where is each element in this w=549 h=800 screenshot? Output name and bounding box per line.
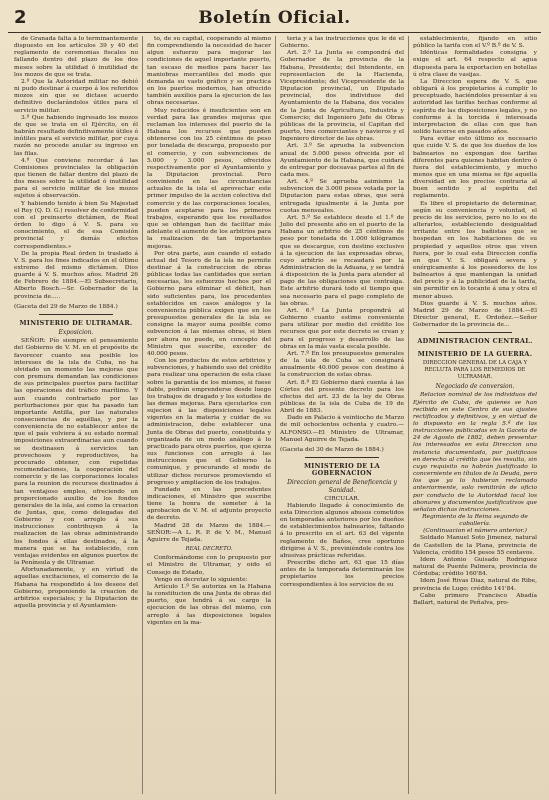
circular-heading: CIRCULAR.: [324, 495, 360, 502]
paragraph: Muy reducidos é insuficientes son en verdad para las grandes mejoras que reclaman los intereses del puerto de la Habana los recursos que pueden obtenerse con los 25 céntimos de peso por tonelada de descarga, propuesto por el comercio, y con subvenciones de 5.000 y 3.000 pesos, ofrecidos respectivamente por el Ayuntamiento y la Diputacion provincial. Pero conviniendo en las circunstancias actuales de la isla el aprovechar este primer impulso de la accion colectiva del comercio y de las corporaciones locales, pueden aceptarse para los primeros trabajos, esperando que los resultados que se obtengan han de facilitar más adelante el aumento de los arbitrios para la realizacion de tan importantes mejoras.: [147, 107, 271, 250]
ministry-heading: MINISTERIO DE LA GOBERNACION: [303, 462, 381, 478]
column-1: [10, 36, 142, 794]
signature: Dios guarde á V. S. muchos años. Madrid 29 de Marzo de 1884.—El Director general, E. Ordoñez.—Señor Gobernador de la provincia de...: [413, 300, 537, 329]
paragraph: Art. 7.º En los presupuestos generales de la isla de Cuba se consignará anualmente 40.000 pesos con destino á la construccion de estas obras.: [280, 350, 404, 379]
paragraph: Afortunadamente, y en virtud de aquellas excitaciones, el comercio de la Habana ha respondido á los deseos del Gobierno, proponiendo la creacion de arbitrios especiales; y la Diputacion de aquella provincia y el Ayuntamien-: [14, 567, 138, 610]
paragraph: Es libre el propietario de determinar, según su conveniencia y voluntad, el precio de los servicios, pero no lo es de alterarlos, estableciendo desigualdad irritante entre los bañistas que se hospedan en los habitaciones de su propiedad y aquellos otros que viven fuera, por lo cual esta Direccion confía en que V. S. obligará severa y enérgicamente á los poseedores de los balnearios á que mantengan la unidad del precio y á la publicidad de la tarifa, sin permitir en lo tocante á una y otra el menor abuso.: [413, 200, 537, 300]
paragraph: La Direccion espera de V. S. que obligará á los propietarios á cumplir lo preceptuado, haciéndoles presentar á su autoridad las tarifas hechas conforme al espíritu de las disposiciones legales, y no conforme á la torcida é interesada interpretacion de ellas con que han solido hacerse en pasados años.: [413, 78, 537, 136]
divider: [39, 314, 113, 315]
paragraph: Art. 4.º Se aprueba asimismo la subvencion de 3.000 pesos votada por la Diputacion para estas obras, que será entregada igualmente á la Junta por cuotas mensuales.: [280, 179, 404, 214]
paragraph: Con los productos de estos arbitrios y subvenciones, y habiendo uso del crédito para realizar una operacion de esta clase sobre la garantía de los mismos, si fuese dable, podrán emprenderse desde luego los trabajos de dragado y los estudios de las demas mejoras. Para ejecutarlos con sujecion á las disposiciones legales vigentes en la materia y cuidar de su administracion, debe establecer una Junta de Obras del puerto, constituida y organizada de un modo análogo á lo practicado para otros puertos, que ejerza sus funciones con arreglo á las instrucciones que el Gobierno la comunique, y procurando el modo de utilizar dichos recursos promoviendo el progreso y ampliacion de los trabajos.: [147, 358, 272, 486]
paragraph: Art. 5.º Se establece desde el 1.º de Julio del presente año en el puerto de la Habana un arbitrio de 25 céntimos de peso por tonelada de 1.000 kilógramos que se descargue, con destino exclusivo á la ejecucion de las expresadas obras, cuyo arbitrio se recaudará por la Administracion de la Aduana, y se tendrá á disposicion de la Junta para atender al pago de las obligaciones que contraiga. Este arbitrio durará todo el tiempo que sea necesario para el pago completo de las obras.: [280, 214, 404, 307]
list-item: Idem Antonio Guisado Rodriguez natural de Puente Palmera, provincia de Córdoba; crédito 160'84.: [413, 556, 537, 578]
section-subheading: Exposicion.: [58, 329, 94, 337]
paragraph: Relacion nominal de los individuos del Ejército de Cuba, de quienes se han recibido en este Centro de sus ajustes rectificados y definitivos, y en virtud de lo dispuesto en la regla 5.ª de las instrucciones publicadas en la Gaceta de 24 de Agosto de 1882, deben presentar los interesados en esta Direccion una instancia documentada, por justificaos en derecho al crédito que les resulta, sin cuyo requisito no habrán justificado lo concerniente en títulos de la Deuda, pero los que ya lo hubieran reclamado anteriormente, solo remitirán de oficio por conducto de la Autoridad local los abonares y documentos justificativos que señalan dichas instrucciones.: [413, 392, 537, 513]
gaceta-citation: (Gaceta del 29 de Marzo de 1884.): [14, 303, 118, 310]
section-heading: ADMINISTRACION CENTRAL.: [417, 337, 533, 346]
direction-subheading: DIRECCION GENERAL DE LA CAJA Y RECLUTA PARA LOS REMEDIOS DE ULTRAMAR.: [422, 359, 528, 381]
paragraph: Fundado en las precedentes indicaciones, el Ministro que suscribe tiene la honra de someter á la aprobacion de V. M. el adjunto proyecto de decreto.: [147, 486, 271, 522]
columns: [10, 36, 541, 794]
paragraph: 4.º Que conviene recordar á las Comisiones provinciales la obligación que tienen de fallar dentro del plazo de dos meses sobre la utilidad ó inutilidad para el servicio militar de los mozos sujetos á observación.: [14, 157, 138, 200]
journal-title: Boletín Oficial.: [198, 8, 351, 28]
ministry-heading: MINISTERIO DE ULTRAMAR.: [19, 318, 133, 327]
paragraph: Art. 2.º La Junta se compondrá del Gobernador de la provincia de la Habana, Presidente; del Intendente, en representacion de la Hacienda, Vicepresidente; del Vicepresidente de la Diputacion provincial, un Diputado provincial, dos individuos del Ayuntamiento de la Habana, dos vocales de la Junta de Agricultura, Industria y Comercio; del Ingeniero Jefe de Obras públicas de la provincia, el Capitan del puerto, tres comerciantes y navieros y el Ingeniero director de las obras.: [280, 50, 404, 143]
section-subheading: REAL DECRETO.: [185, 546, 233, 553]
continuation-note: (Continuacion el número anterior.): [423, 528, 527, 535]
paragraph: establecimiento, fijando en sitio público la tarifa con el V.º B.º de V. S.: [413, 36, 537, 50]
divider: [438, 332, 512, 333]
list-item: Soldado Manuel Soto Jimenez, natural de Castellon de la Plana, provincia de Valencia, crédito 154 pesos 55 centavos.: [413, 535, 537, 556]
paragraph: Idénticas formalidades consigna y exige el art. 64 respecto al agua dispuesta para la exportacion en botellas ú otra clase de vasijas.: [413, 50, 537, 78]
list-item: Cabo primero Francisco Abadía Ballart, natural de Peñalva, pro-: [413, 592, 537, 606]
column-3: [275, 36, 408, 794]
paragraph: Art. 6.º La Junta propondrá al Gobierno cuanto estime conveniente para utilizar por medio del crédito los recursos que por este decreto se crean y para el progreso y desarrollo de las obras en la más vasta escala posible.: [280, 307, 404, 350]
paragraph: Art. 8.º El Gobierno dará cuenta á las Córtes del presente decreto para los efectos del art. 23 de la ley de Obras públicas de la isla de Cuba de 19 de Abril de 1883.: [280, 379, 404, 415]
paragraph: SEÑOR: Pío siempre el pensamiento del Gobierno de V. M. en el propósito de favorecer cuanto sea posible los intereses de la isla de Cuba, no ha olvidado un momento las mejoras que con premura demandan las condiciones de sus principales puertos para facilitar las operaciones del tráfico marítimo. Y aun cuando contrariado por las perturbaciones por que ha pasado tan importante Antilla, por las naturales consecuencias de aquéllas, y por la conveniencia de no establecer antes de que el país volviera á su estado normal imposiciones extraordinarias aun cuando se destinasen á servicios tan provechosos y reproductivos, ha procurado obtener, con repetidas recomendaciones, la cooperación del comercio y de las corporaciones locales para la reunion de recursos destinados á tan ventajoso empleo, ofreciendo un proporcionado auxilio de los fondos generales de la isla, así como la creacion de Juntas, que, como delegadas del Gobierno y con arreglo á sus instrucciones contribuyen á la realizacion de las obras administrando los fondos á ellas destinados, á la manera que se ha establecido, con ventajas evidentes en algunos puertos de la Península y de Ultramar.: [14, 338, 138, 567]
page-header: [8, 6, 541, 33]
list-item: Idem José Rivas Diaz, natural de Ribe, provincia de Lugo; crédito 141'84.: [413, 578, 537, 592]
paragraph: 2.º Que la Autoridad militar no debió ni pudo destinar á cuerpo á los referidos mozos sin que se dictase acuerdo definitivo declarándolos útiles para el servicio militar.: [14, 78, 138, 114]
paragraph: Y habiendo tenido á bien Su Majestad el Rey (Q. D. G.) resolver de conformidad con el preinserto dictámen, de Real órden lo digo á V. S. para su conocimiento, el de esa Comisión provincial y demás efectos correspondientes.»: [14, 200, 138, 250]
paragraph: Prescribe dicho art. 63 que 15 días antes de la temporada determinarán los propietarios los precios correspondientes á los servicios de su: [280, 560, 404, 588]
paragraph: teria y á las instrucciones que le dé el Gobierno.: [280, 36, 404, 50]
section-subheading: Direccion general de Beneficencia y Sanidad.: [287, 479, 397, 494]
paragraph: Art. 3.º Se aprueba la subvencion anual de 5.000 pesos ofrecida por el Ayuntamiento de la Habana, que cuidará de entregar por doceavas partes al fin de cada mes.: [280, 143, 404, 178]
paragraph: Por otra parte, aun cuando el estado actual del Tesoro de la isla no permite destinar á la construccion de obras públicas todas las cantidades que serian necesarias, los esfuerzos hechos por el Gobierno para eliminar el déficit, han sido suficientes para, los procedentes establecidos en casos análogos y la conveniencia pública exigen que en los presupuestos generales de la isla se consigne la mayor suma posible como subvencion á las mismas obras, si bien por ahora no puede, en concepto del Ministro que suscribe, exceder de 40.000 pesos.: [147, 250, 271, 357]
column-2: [142, 36, 275, 794]
paragraph: Artículo 1.º Se autoriza en la Habana la constitucion de una Junta de obras del puerto, que tendrá á su cargo la ejecucion de las obras del mismo, con arreglo á las disposiciones legales vigentes en la ma-: [147, 583, 271, 626]
paragraph: Habiendo llegado á conocimiento de esta Direccion algunos abusos cometidos en temporadas anteriores por los dueños de establecimientos balnearios, faltando á lo prescrito en el art. 63 del vigente reglamento de Baños, cree oportuno dirigirse á V. S., previniéndole contra los abusivas prácticas referidas.: [280, 502, 404, 559]
paragraph: Conformándome con lo propuesto por el Ministro de Ultramar, y oido el Consejo de Estado,: [147, 555, 271, 576]
column-4: [408, 36, 541, 794]
gaceta-citation: (Gaceta del 30 de Marzo de 1884.): [280, 446, 384, 453]
signature: Madrid 28 de Marzo de 1884.— SEÑOR:—A L. R. P. de V. M., Manuel Aguirre de Tejada.: [147, 522, 271, 543]
paragraph: De la propia Real órden lo traslado á V. S. para los fines indicados en el último extremo del mismo dictámen. Dios guarde á V. S. muchos años. Madrid 26 de Febrero de 1884.—El Subsecretario, Alberto Bosch.—Sr. Gobernador de la provincia de.....: [14, 250, 138, 300]
paragraph: Para evitar esto último es necesario que cuide V. S. de que los dueños de los balnearios no expongan dos tarifas diferentes para quienes habitan dentro ó fuera del establecimiento, y mucho menos que en una misma se fije aquella diversidad en los precios contraria al buen sentido y al espíritu del reglamento.: [413, 136, 537, 200]
paragraph: Vengo en decretar lo siguiente:: [154, 576, 248, 583]
paragraph: 3.º Que habiendo ingresado los mozos de que se trata en el Ejército, en él habrán resultado definitivamente útiles ó inútiles para el servicio militar, por cuya razón no procede anular su ingreso en las filas.: [14, 114, 138, 157]
page-number: 2: [14, 7, 27, 28]
paragraph: Dado en Palacio á veintiocho de Marzo de mil ochocientos ochenta y cuatro.—ALFONSO.—El Ministro de Ultramar, Manuel Aguirre de Tejada.: [280, 415, 404, 443]
ministry-heading: MINISTERIO DE LA GUERRA.: [417, 349, 533, 358]
divider: [305, 457, 379, 458]
section-subheading: Negociado de conversion.: [435, 383, 515, 391]
paragraph: to, de su capital, cooperando al mismo fin comprendiendo la necesidad de hacer algun esfuerzo para mejorar las condiciones de aquel importante puerto, tan escaso de medios para hacer las maniobras mercantiles del modo que demanda su vasto gráfico y se practica en los puertos modernos, han ofrecido también auxilios para la ejecucion de las obras necesarias.: [147, 36, 271, 107]
regiment-heading: Regimiento de la Reina segundo de caballería.: [422, 514, 528, 528]
paragraph: de Granada falta á lo terminantemente dispuesto en los artículos 39 y 40 del reglamento de ceremonias fiscales no fallando dentro del plazo de los dos meses sobre la utilidad ó inutilidad de los mozos de que se trata.: [14, 36, 138, 78]
